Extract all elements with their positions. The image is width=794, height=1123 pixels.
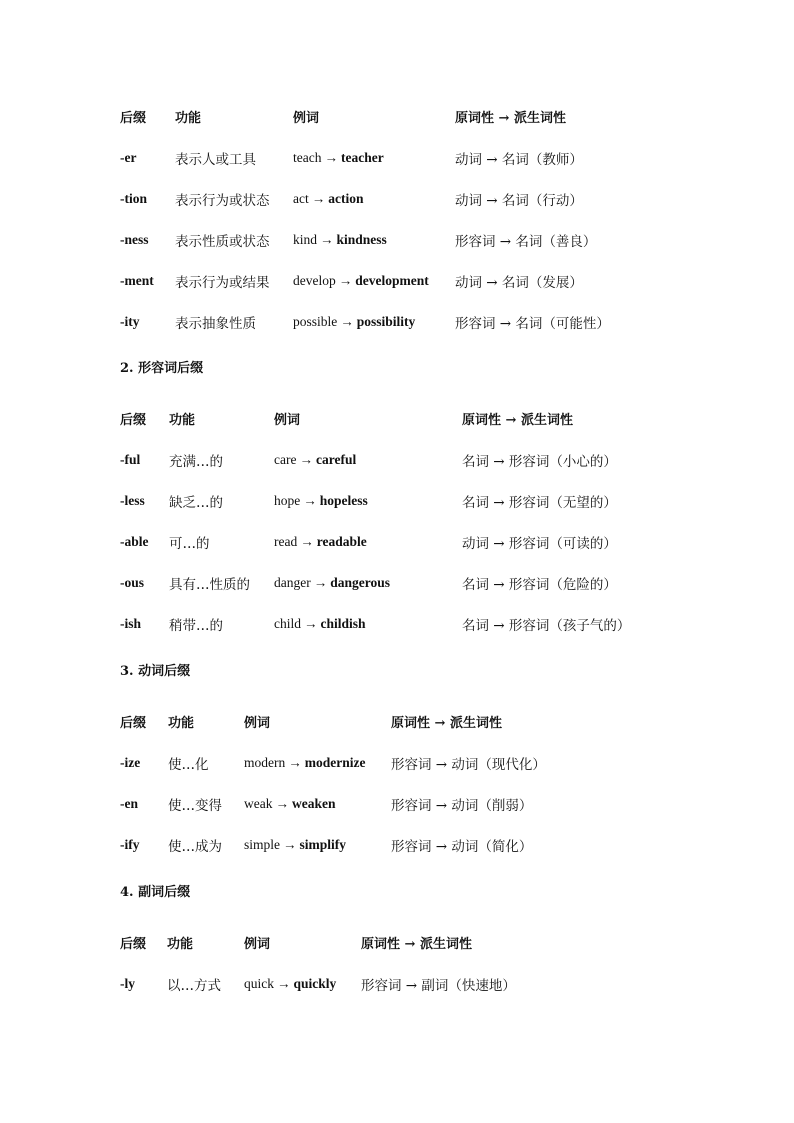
arrow-icon: → [275,795,289,811]
pos-cell: 动词 → 形容词（可读的） [462,535,617,552]
example-derived-word: teacher [340,149,384,165]
col-header-example: 例词 [244,937,271,952]
table-header-row [120,922,571,963]
example-base-word: child [274,615,301,631]
col-header-suffix: 后缀 [120,111,147,126]
table-row [120,963,571,1004]
pos-cell: 名词 → 形容词（小心的） [462,453,617,470]
example-derived-word: modernize [304,754,366,770]
example-cell [244,783,391,824]
adverb-suffix-table [120,922,571,1004]
example-cell [274,439,462,480]
table-row [120,301,665,342]
table-row [120,603,672,644]
noun-suffix-table [120,96,665,342]
pos-cell: 名词 → 形容词（危险的） [462,576,617,593]
table-row [120,439,672,480]
example-derived-word: dangerous [330,574,391,590]
example-cell [274,521,462,562]
function-cell: 具有…性质的 [169,576,250,593]
example-base-word: develop [293,272,336,288]
example-base-word: modern [244,754,286,770]
table-row [120,137,665,178]
suffix-cell: -ify [120,836,140,852]
example-derived-word: quickly [293,975,337,991]
example-derived-word: development [355,272,429,288]
suffix-cell: -ness [120,231,149,247]
example-cell [293,178,455,219]
table-header-row [120,398,672,439]
example-base-word: care [274,451,297,467]
example-base-word: possible [293,313,338,329]
function-cell: 使…化 [168,756,209,773]
function-cell: 以…方式 [167,977,221,994]
arrow-icon: → [277,975,291,991]
example-cell [293,219,455,260]
suffix-cell: -ish [120,615,142,631]
col-header-pos: 原词性 → 派生词性 [391,716,502,731]
col-header-example: 例词 [244,716,271,731]
example-derived-word: action [328,190,364,206]
col-header-pos: 原词性 → 派生词性 [462,413,573,428]
function-cell: 表示性质或状态 [175,233,270,250]
adverb-suffix-section [120,883,571,1004]
arrow-icon: → [320,231,334,247]
table-header-row [120,701,601,742]
arrow-icon: → [338,272,353,288]
suffix-cell: -able [120,533,149,549]
col-header-function: 功能 [167,937,194,952]
function-cell: 表示人或工具 [175,151,256,168]
table-row [120,219,665,260]
col-header-function: 功能 [175,111,202,126]
example-derived-word: simplify [299,836,347,852]
pos-cell: 名词 → 形容词（孩子气的） [462,617,631,634]
example-derived-word: careful [315,451,357,467]
pos-cell: 形容词 → 副词（快速地） [361,977,516,994]
table-header-row [120,96,665,137]
example-cell [244,963,361,1004]
suffix-cell: -ment [120,272,154,288]
table-row [120,260,665,301]
section-heading: 4. 副词后缀 [120,885,191,900]
col-header-suffix: 后缀 [120,716,147,731]
arrow-icon: → [324,149,338,165]
suffix-cell: -en [120,795,138,811]
suffix-cell: -tion [120,190,147,206]
example-cell [274,603,462,644]
arrow-icon: → [299,451,313,467]
example-cell [274,562,462,603]
table-row [120,742,601,783]
example-base-word: simple [244,836,280,852]
col-header-function: 功能 [169,413,196,428]
section-heading: 3. 动词后缀 [120,664,191,679]
pos-cell: 动词 → 名词（发展） [455,274,583,291]
example-base-word: kind [293,231,318,247]
pos-cell: 动词 → 名词（教师） [455,151,583,168]
example-base-word: quick [244,975,274,991]
table-row [120,178,665,219]
arrow-icon: → [304,615,318,631]
example-derived-word: kindness [336,231,387,247]
arrow-icon: → [303,492,317,508]
col-header-pos: 原词性 → 派生词性 [361,937,472,952]
noun-suffix-section [120,96,665,342]
table-row [120,824,601,865]
adjective-suffix-table [120,398,672,644]
suffix-cell: -ity [120,313,140,329]
example-cell [293,137,455,178]
col-header-suffix: 后缀 [120,937,147,952]
example-cell [293,260,455,301]
arrow-icon: → [313,574,328,590]
pos-cell: 形容词 → 动词（削弱） [391,797,533,814]
example-derived-word: childish [320,615,366,631]
pos-cell: 形容词 → 名词（可能性） [455,315,610,332]
function-cell: 使…变得 [168,797,222,814]
arrow-icon: → [300,533,314,549]
example-cell [293,301,455,342]
example-base-word: act [293,190,309,206]
example-base-word: teach [293,149,322,165]
col-header-function: 功能 [168,716,195,731]
example-base-word: hope [274,492,301,508]
function-cell: 表示行为或结果 [175,274,270,291]
arrow-icon: → [283,836,297,852]
function-cell: 表示行为或状态 [175,192,270,209]
example-derived-word: readable [316,533,367,549]
example-base-word: danger [274,574,311,590]
pos-cell: 动词 → 名词（行动） [455,192,583,209]
example-derived-word: weaken [291,795,336,811]
example-cell [244,824,391,865]
example-derived-word: hopeless [319,492,368,508]
col-header-example: 例词 [274,413,301,428]
suffix-cell: -ous [120,574,145,590]
function-cell: 表示抽象性质 [175,315,256,332]
table-row [120,562,672,603]
pos-cell: 形容词 → 动词（简化） [391,838,533,855]
arrow-icon: → [311,190,326,206]
pos-cell: 形容词 → 动词（现代化） [391,756,546,773]
example-base-word: read [274,533,298,549]
pos-cell: 名词 → 形容词（无望的） [462,494,617,511]
verb-suffix-section [120,662,601,865]
suffix-cell: -ize [120,754,141,770]
function-cell: 可…的 [169,535,210,552]
table-row [120,480,672,521]
function-cell: 缺乏…的 [169,494,223,511]
example-cell [244,742,391,783]
section-heading: 2. 形容词后缀 [120,361,204,376]
suffix-cell: -ful [120,451,141,467]
arrow-icon: → [288,754,302,770]
verb-suffix-table [120,701,601,865]
example-cell [274,480,462,521]
suffix-cell: -ly [120,975,135,991]
adjective-suffix-section [120,359,672,644]
function-cell: 充满…的 [169,453,223,470]
pos-cell: 形容词 → 名词（善良） [455,233,597,250]
function-cell: 稍带…的 [169,617,223,634]
col-header-pos: 原词性 → 派生词性 [455,111,566,126]
example-base-word: weak [244,795,273,811]
suffix-cell: -er [120,149,137,165]
col-header-suffix: 后缀 [120,413,147,428]
table-row [120,783,601,824]
example-derived-word: possibility [356,313,416,329]
arrow-icon: → [340,313,354,329]
suffix-cell: -less [120,492,145,508]
function-cell: 使…成为 [168,838,222,855]
col-header-example: 例词 [293,111,320,126]
table-row [120,521,672,562]
